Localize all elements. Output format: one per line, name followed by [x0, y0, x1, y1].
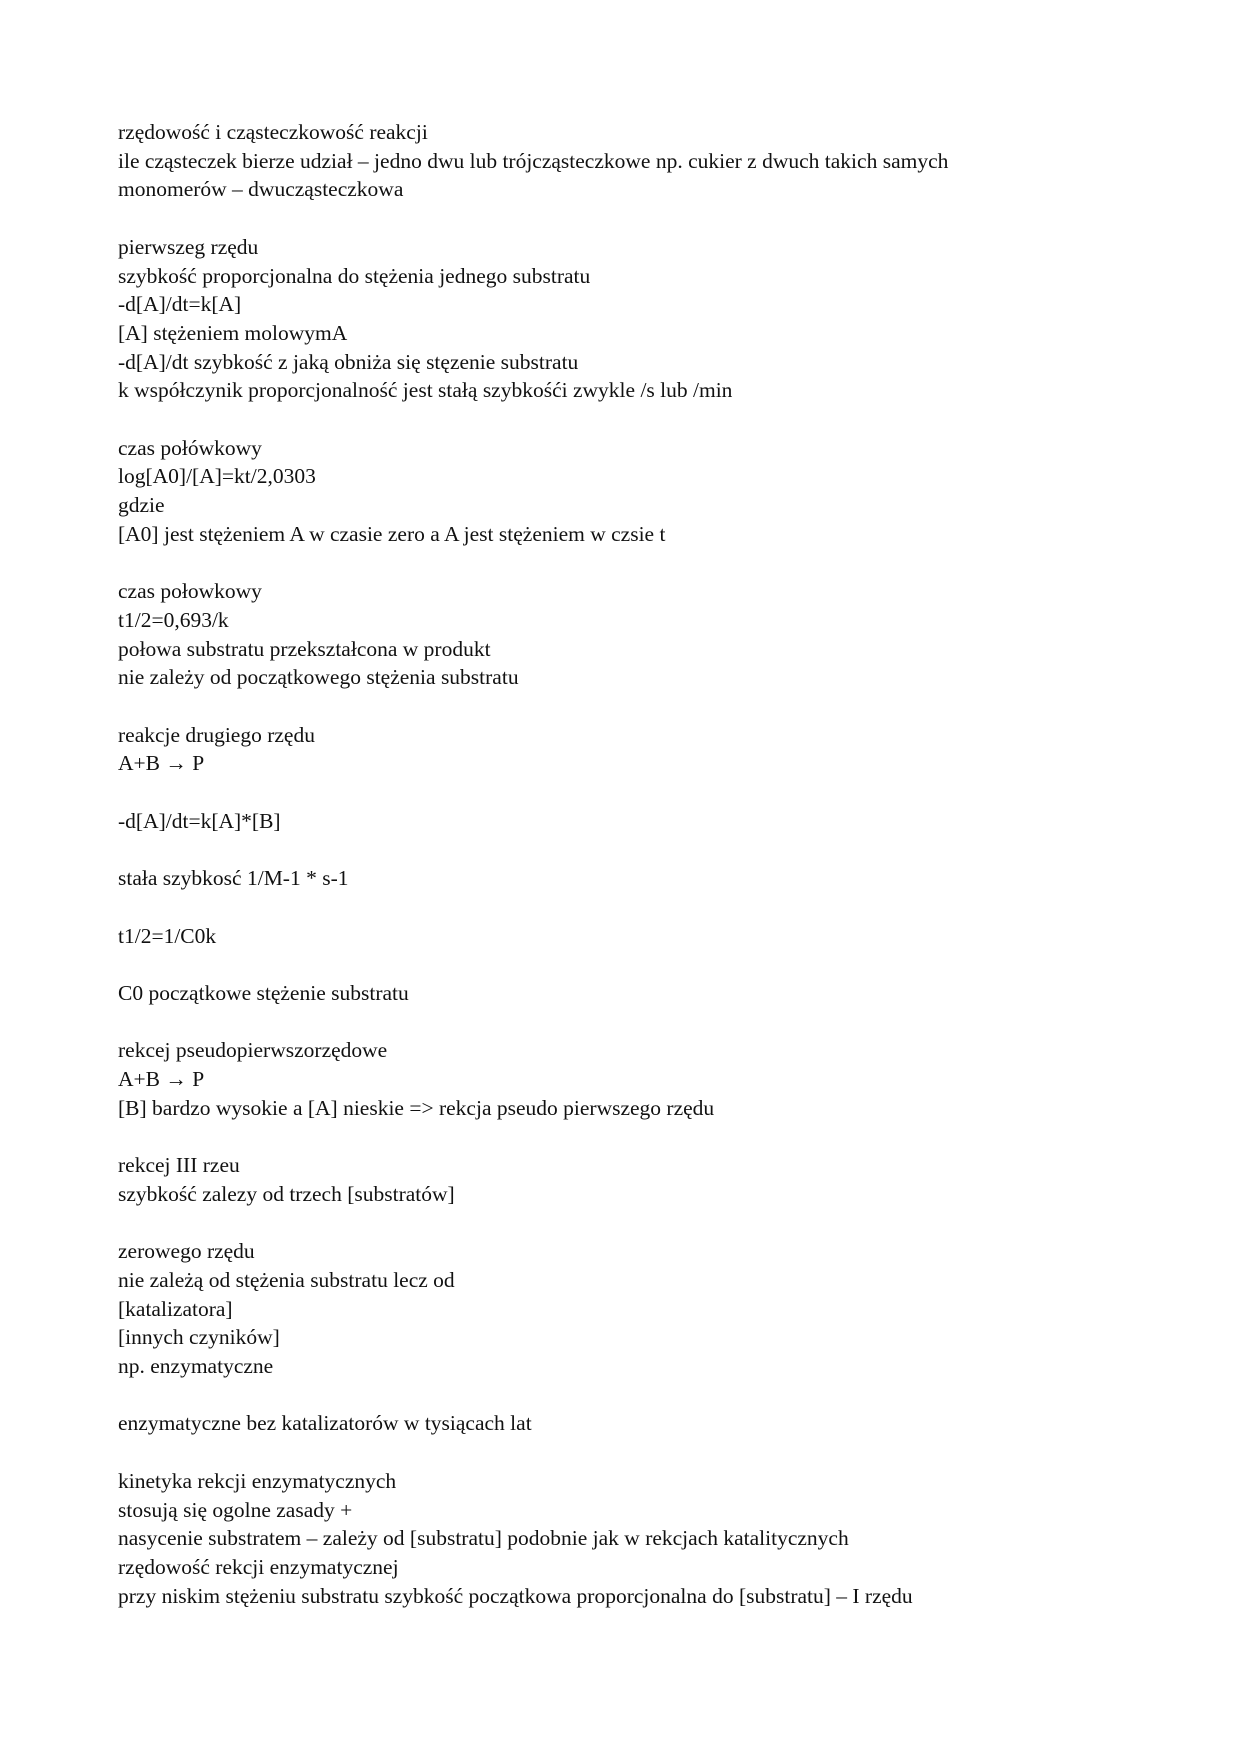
blank-line — [118, 405, 1128, 434]
formula-line: A+B → P — [118, 1067, 205, 1092]
text-line: [innych czyników] — [118, 1325, 280, 1350]
section-heading: czas połówkowy — [118, 435, 262, 460]
blank-line — [118, 778, 1128, 807]
text-line: stała szybkosć 1/M-1 * s-1 — [118, 866, 349, 891]
text-line: rzędowość i cząsteczkowość reakcji — [118, 120, 428, 144]
blank-line — [118, 1381, 1128, 1410]
blank-line — [118, 1209, 1128, 1238]
formula-line: t1/2=1/C0k — [118, 923, 217, 948]
formula-line: t1/2=0,693/k — [118, 607, 229, 632]
text-line: stosują się ogolne zasady + — [118, 1497, 353, 1522]
blank-line — [118, 1438, 1128, 1467]
text-line: nasycenie substratem – zależy od [substratu] podobnie jak w rekcjach katalitycznych — [118, 1526, 849, 1551]
text-line: [A0] jest stężeniem A w czasie zero a A jest stężeniem w czsie t — [118, 521, 666, 546]
blank-line — [118, 950, 1128, 979]
text-line: np. enzymatyczne — [118, 1354, 274, 1379]
blank-line — [118, 1008, 1128, 1037]
formula-line: A+B → P — [118, 751, 205, 776]
text-line: C0 początkowe stężenie substratu — [118, 980, 409, 1005]
blank-line — [118, 836, 1128, 865]
text-line: ile cząsteczek bierze udział – jedno dwu lub trójcząsteczkowe np. cukier z dwuch takich samych — [118, 148, 949, 173]
formula-line: -d[A]/dt=k[A] — [118, 292, 242, 317]
text-line: szybkość proporcjonalna do stężenia jednego substratu — [118, 263, 591, 288]
blank-line — [118, 692, 1128, 721]
text-line: szybkość zalezy od trzech [substratów] — [118, 1181, 455, 1206]
formula-line: log[A0]/[A]=kt/2,0303 — [118, 464, 316, 489]
text-line: [katalizatora] — [118, 1296, 233, 1321]
section-heading: czas połowkowy — [118, 579, 262, 604]
section-heading: rekcej pseudopierwszorzędowe — [118, 1038, 388, 1063]
blank-line — [118, 893, 1128, 922]
text-line: nie zależą od stężenia substratu lecz od — [118, 1267, 455, 1292]
document-body — [118, 118, 1128, 1610]
text-line: połowa substratu przekształcona w produkt — [118, 636, 491, 661]
section-heading: rekcej III rzeu — [118, 1153, 240, 1178]
blank-line — [118, 1122, 1128, 1151]
text-line: monomerów – dwucząsteczkowa — [118, 177, 404, 202]
section-heading: reakcje drugiego rzędu — [118, 722, 315, 747]
text-line: [B] bardzo wysokie a [A] nieskie => rekcja pseudo pierwszego rzędu — [118, 1095, 715, 1120]
text-line: enzymatyczne bez katalizatorów w tysiącach lat — [118, 1411, 532, 1436]
text-line: gdzie — [118, 493, 165, 518]
formula-line: -d[A]/dt=k[A]*[B] — [118, 808, 281, 833]
text-line: k współczynik proporcjonalność jest stałą szybkośći zwykle /s lub /min — [118, 378, 733, 403]
text-line: nie zależy od początkowego stężenia substratu — [118, 665, 519, 690]
text-line: rzędowość rekcji enzymatycznej — [118, 1554, 399, 1579]
blank-line — [118, 204, 1128, 233]
text-line: -d[A]/dt szybkość z jaką obniża się stęzenie substratu — [118, 349, 579, 374]
blank-line — [118, 549, 1128, 578]
text-line: przy niskim stężeniu substratu szybkość początkowa proporcjonalna do [substratu] – I rzędu — [118, 1583, 913, 1608]
section-heading: kinetyka rekcji enzymatycznych — [118, 1468, 397, 1493]
section-heading: pierwszeg rzędu — [118, 234, 259, 259]
section-heading: zerowego rzędu — [118, 1239, 255, 1264]
text-line: [A] stężeniem molowymA — [118, 320, 348, 345]
